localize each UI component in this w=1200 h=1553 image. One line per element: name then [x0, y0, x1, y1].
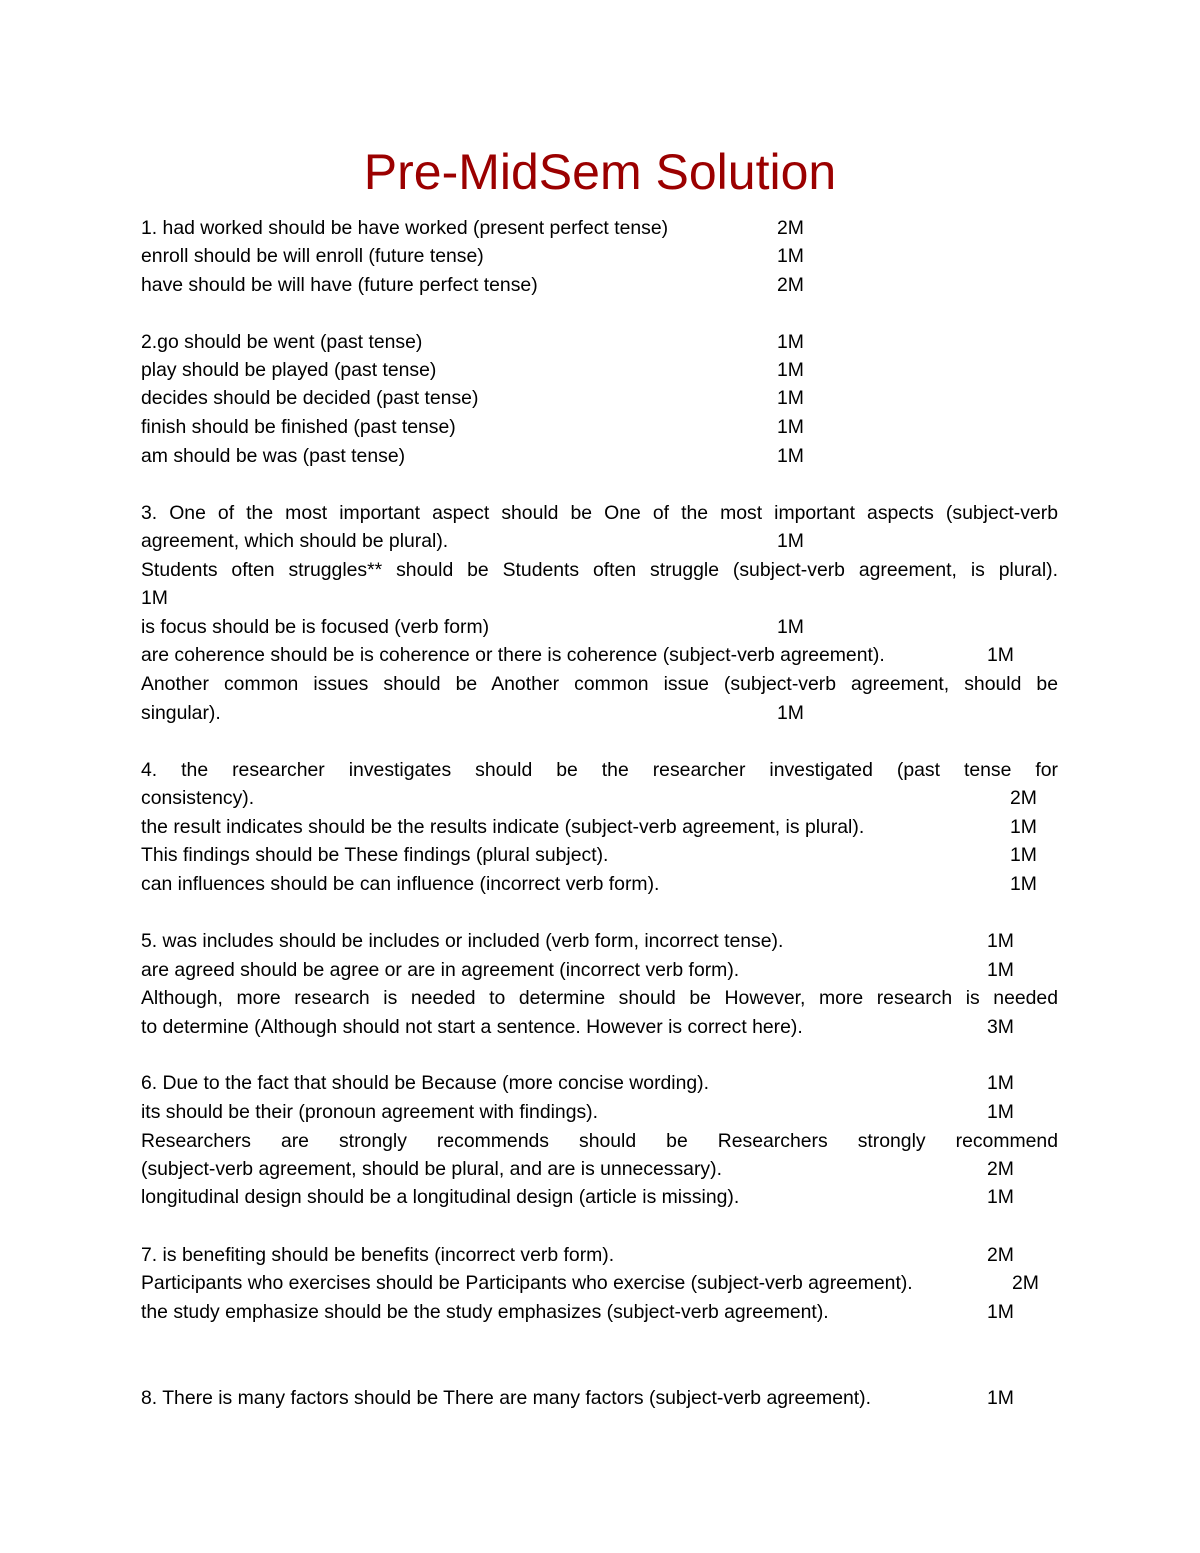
answer-line: 3. One of the most important aspect should be One of the most important aspects (subject-verb [141, 502, 1058, 524]
answer-text: enroll should be will enroll (future tense) [141, 245, 484, 267]
answer-line: Although, more research is needed to determine should be However, more research is needed [141, 987, 1058, 1009]
marks-label: 1M [1010, 873, 1037, 895]
answer-line [141, 270, 1058, 300]
page-title: Pre-MidSem Solution [363, 144, 837, 200]
answer-text: consistency). [141, 787, 255, 809]
answer-line [141, 1097, 1058, 1127]
marks-label: 1M [1010, 844, 1037, 866]
marks-label: 2M [1012, 1272, 1039, 1294]
marks-label: 1M [777, 387, 804, 409]
answer-text: is focus should be is focused (verb form) [141, 616, 490, 638]
answer-text: 6. Due to the fact that should be Because (more concise wording). [141, 1072, 710, 1094]
answer-text: longitudinal design should be a longitudinal design (article is missing). [141, 1186, 740, 1208]
answer-line [141, 1012, 1058, 1042]
answer-text: (subject-verb agreement, should be plural, and are is unnecessary). [141, 1158, 722, 1180]
answer-line: Another common issues should be Another common issue (subject-verb agreement, should be [141, 673, 1058, 695]
marks-label: 1M [987, 1186, 1014, 1208]
marks-label: 1M [777, 359, 804, 381]
answer-text: This findings should be These findings (plural subject). [141, 844, 609, 866]
marks-label: 2M [777, 217, 804, 239]
answer-line [141, 327, 1058, 357]
answer-text: the study emphasize should be the study emphasizes (subject-verb agreement). [141, 1301, 829, 1323]
answer-text: 7. is benefiting should be benefits (incorrect verb form). [141, 1244, 615, 1266]
answer-line [141, 955, 1058, 985]
answer-text: its should be their (pronoun agreement with findings). [141, 1101, 599, 1123]
marks-label: 1M [987, 644, 1014, 666]
marks-label: 1M [777, 530, 804, 552]
answer-line [141, 840, 1058, 870]
answer-line [141, 1240, 1058, 1270]
answer-line: Students often struggles** should be Students often struggle (subject-verb agreement, is plural). [141, 559, 1058, 581]
answer-text: 2.go should be went (past tense) [141, 331, 423, 353]
marks-label: 3M [987, 1016, 1014, 1038]
answer-text: 8. There is many factors should be There are many factors (subject-verb agreement). [141, 1387, 871, 1409]
marks-label: 1M [987, 1101, 1014, 1123]
answer-line [141, 355, 1058, 385]
answer-text: are agreed should be agree or are in agreement (incorrect verb form). [141, 959, 740, 981]
answer-text: to determine (Although should not start a sentence. However is correct here). [141, 1016, 803, 1038]
answer-line [141, 1182, 1058, 1212]
answer-text: decides should be decided (past tense) [141, 387, 479, 409]
answer-text: singular). [141, 702, 221, 724]
answer-line: 4. the researcher investigates should be the researcher investigated (past tense for [141, 759, 1058, 781]
answer-line [141, 783, 1058, 813]
answer-text: 5. was includes should be includes or included (verb form, incorrect tense). [141, 930, 784, 952]
marks-label: 1M [987, 959, 1014, 981]
answer-line [141, 1383, 1058, 1413]
answer-line [141, 612, 1058, 642]
answer-text: can influences should be can influence (incorrect verb form). [141, 873, 660, 895]
answer-line [141, 241, 1058, 271]
answer-text: finish should be finished (past tense) [141, 416, 456, 438]
answer-line [141, 869, 1058, 899]
marks-label: 1M [987, 1387, 1014, 1409]
answer-line [141, 526, 1058, 556]
marks-label: 1M [777, 445, 804, 467]
answer-line [141, 1297, 1058, 1327]
answer-line [141, 640, 1058, 670]
answer-line [141, 412, 1058, 442]
answer-line [141, 926, 1058, 956]
answer-text: play should be played (past tense) [141, 359, 437, 381]
answer-line [141, 213, 1058, 243]
answer-text: am should be was (past tense) [141, 445, 406, 467]
marks-label: 2M [1010, 787, 1037, 809]
marks-label: 1M [777, 245, 804, 267]
answer-text: Participants who exercises should be Participants who exercise (subject-verb agreement). [141, 1272, 913, 1294]
answer-line [141, 1154, 1058, 1184]
answer-line [141, 698, 1058, 728]
marks-label: 2M [987, 1244, 1014, 1266]
answer-line [141, 812, 1058, 842]
marks-label: 1M [777, 416, 804, 438]
answer-line [141, 1268, 1058, 1298]
marks-label: 1M [777, 702, 804, 724]
marks-label: 1M [987, 1301, 1014, 1323]
answer-text: have should be will have (future perfect tense) [141, 274, 538, 296]
marks-label: 2M [777, 274, 804, 296]
answer-text: the result indicates should be the results indicate (subject-verb agreement, is plural). [141, 816, 865, 838]
marks-label: 1M [777, 616, 804, 638]
marks-label: 1M [1010, 816, 1037, 838]
answer-text: 1. had worked should be have worked (present perfect tense) [141, 217, 669, 239]
marks-label: 1M [987, 1072, 1014, 1094]
marks-label: 2M [987, 1158, 1014, 1180]
marks-label: 1M [141, 587, 168, 609]
marks-label: 1M [987, 930, 1014, 952]
answer-line: Researchers are strongly recommends should be Researchers strongly recommend [141, 1130, 1058, 1152]
answer-line [141, 1068, 1058, 1098]
answer-text: are coherence should be is coherence or there is coherence (subject-verb agreement). [141, 644, 885, 666]
answer-line [141, 383, 1058, 413]
marks-label: 1M [777, 331, 804, 353]
answer-text: agreement, which should be plural). [141, 530, 449, 552]
answer-line [141, 441, 1058, 471]
